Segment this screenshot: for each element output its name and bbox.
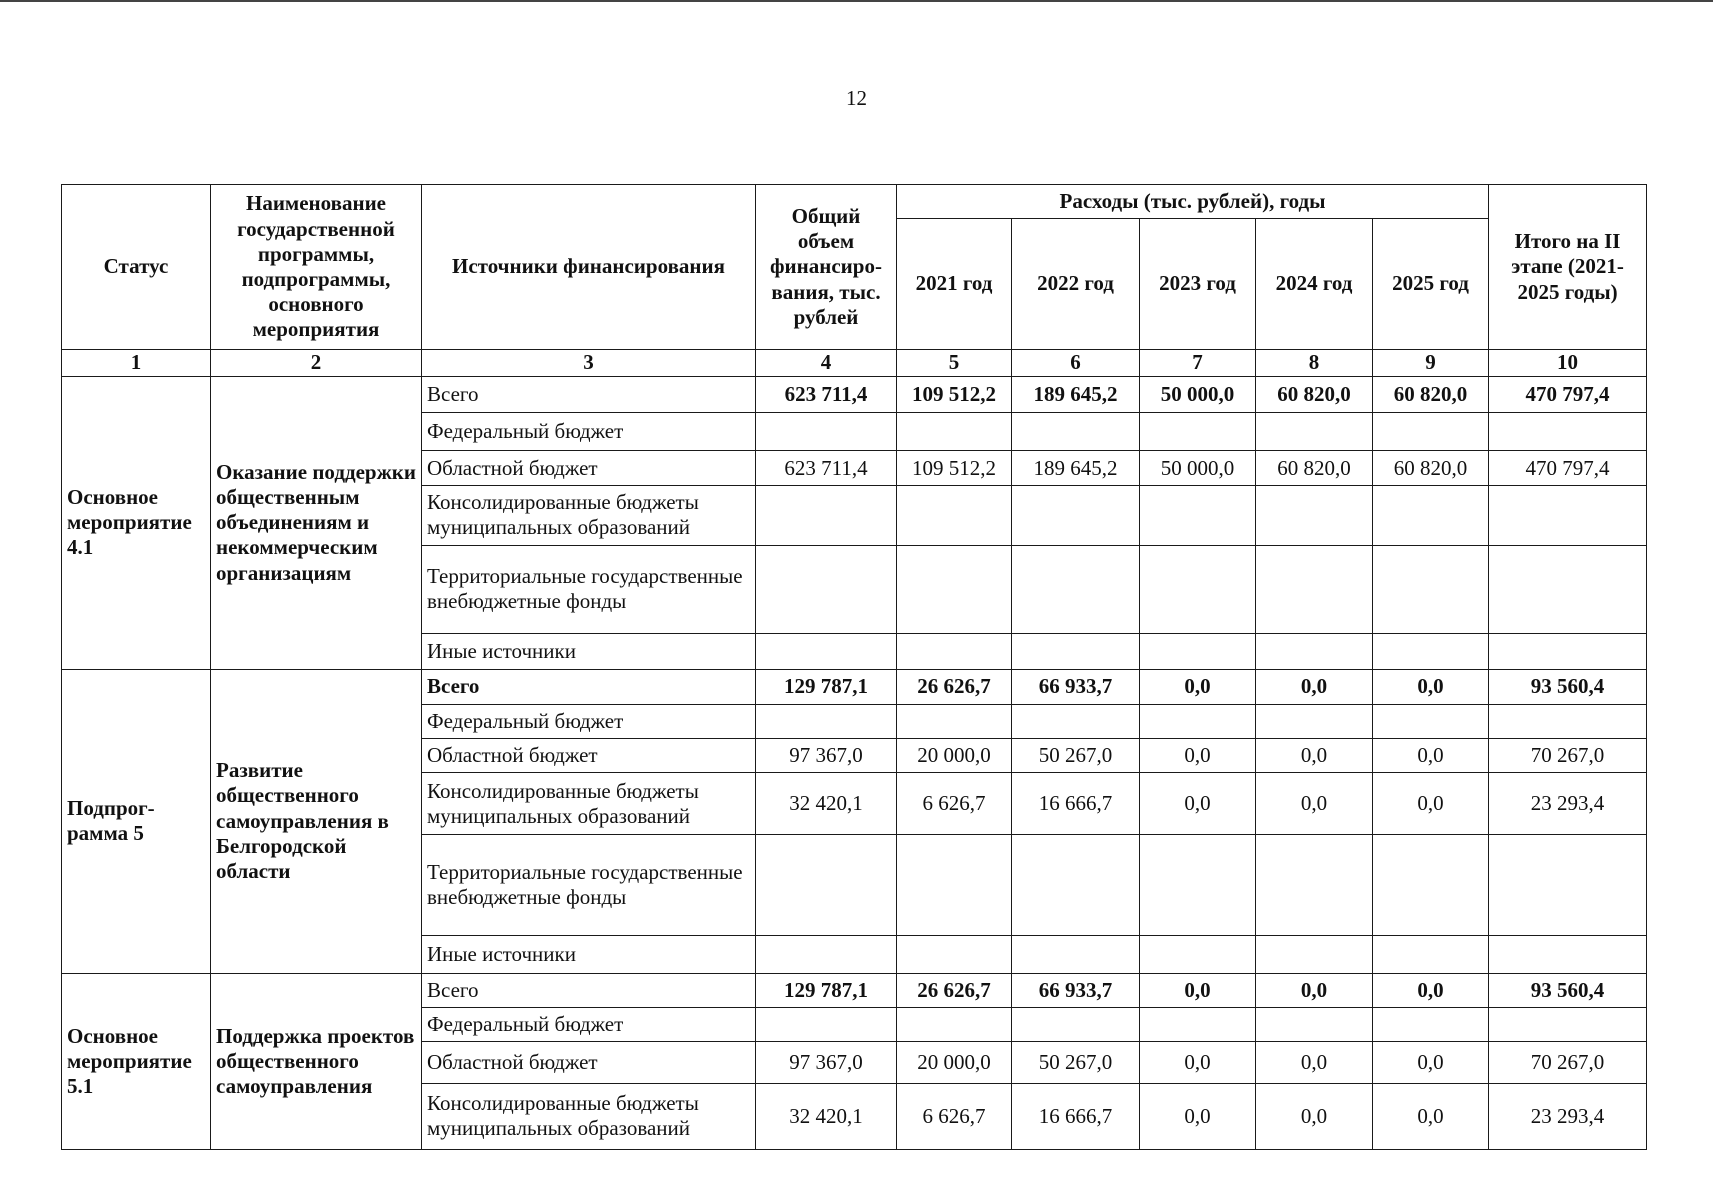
- year-2024-cell: 60 820,0: [1256, 451, 1373, 486]
- year-2022-cell: 16 666,7: [1012, 1083, 1140, 1149]
- program-name-cell: Поддержка проектов общественного самоуправления: [211, 973, 422, 1149]
- header-total-volume: Общий объем финансиро-вания, тыс. рублей: [756, 185, 897, 350]
- header-program-name: Наименование государственной программы, подпрограммы, основного мероприятия: [211, 185, 422, 350]
- header-year-2022: 2022 год: [1012, 219, 1140, 350]
- year-2021-cell: 6 626,7: [897, 1083, 1012, 1149]
- funding-source-cell: Областной бюджет: [422, 738, 756, 773]
- year-2022-cell: [1012, 486, 1140, 546]
- year-2021-cell: 26 626,7: [897, 669, 1012, 705]
- column-number: 8: [1256, 350, 1373, 377]
- year-2021-cell: 20 000,0: [897, 738, 1012, 773]
- year-2023-cell: 0,0: [1140, 669, 1256, 705]
- year-2024-cell: [1256, 835, 1373, 936]
- year-2025-cell: [1373, 545, 1489, 633]
- year-2021-cell: 109 512,2: [897, 451, 1012, 486]
- stage-total-cell: 70 267,0: [1489, 1041, 1647, 1083]
- stage-total-cell: 70 267,0: [1489, 738, 1647, 773]
- year-2024-cell: 0,0: [1256, 669, 1373, 705]
- header-status: Статус: [62, 185, 211, 350]
- column-number: 10: [1489, 350, 1647, 377]
- column-number-row: [62, 350, 1647, 377]
- year-2024-cell: [1256, 1008, 1373, 1042]
- year-2021-cell: 26 626,7: [897, 973, 1012, 1008]
- year-2024-cell: 0,0: [1256, 1041, 1373, 1083]
- year-2025-cell: [1373, 835, 1489, 936]
- year-2025-cell: 0,0: [1373, 1041, 1489, 1083]
- year-2021-cell: [897, 545, 1012, 633]
- year-2022-cell: 66 933,7: [1012, 973, 1140, 1008]
- year-2022-cell: 50 267,0: [1012, 738, 1140, 773]
- stage-total-cell: 93 560,4: [1489, 973, 1647, 1008]
- funding-source-cell: Всего: [422, 377, 756, 413]
- year-2022-cell: [1012, 705, 1140, 739]
- year-2022-cell: [1012, 412, 1140, 451]
- stage-total-cell: [1489, 935, 1647, 973]
- budget-table: [61, 184, 1647, 1150]
- column-number: 5: [897, 350, 1012, 377]
- year-2025-cell: [1373, 935, 1489, 973]
- status-cell: Основное мероприятие 4.1: [62, 377, 211, 670]
- year-2022-cell: [1012, 545, 1140, 633]
- stage-total-cell: [1489, 486, 1647, 546]
- year-2023-cell: 50 000,0: [1140, 451, 1256, 486]
- year-2025-cell: 60 820,0: [1373, 451, 1489, 486]
- year-2021-cell: [897, 835, 1012, 936]
- funding-source-cell: Областной бюджет: [422, 451, 756, 486]
- column-number: 7: [1140, 350, 1256, 377]
- header-years-group: Расходы (тыс. рублей), годы: [897, 185, 1489, 219]
- year-2022-cell: 189 645,2: [1012, 451, 1140, 486]
- header-funding-source: Источники финансирования: [422, 185, 756, 350]
- total-volume-cell: [756, 705, 897, 739]
- year-2024-cell: [1256, 633, 1373, 669]
- funding-source-cell: Всего: [422, 973, 756, 1008]
- year-2025-cell: [1373, 1008, 1489, 1042]
- year-2022-cell: [1012, 1008, 1140, 1042]
- funding-source-cell: Всего: [422, 669, 756, 705]
- year-2024-cell: [1256, 935, 1373, 973]
- funding-source-cell: Областной бюджет: [422, 1041, 756, 1083]
- column-number: 6: [1012, 350, 1140, 377]
- funding-source-cell: Иные источники: [422, 633, 756, 669]
- funding-source-cell: Консолидированные бюджеты муниципальных образований: [422, 773, 756, 835]
- total-volume-cell: 32 420,1: [756, 1083, 897, 1149]
- funding-source-cell: Консолидированные бюджеты муниципальных образований: [422, 486, 756, 546]
- year-2023-cell: [1140, 705, 1256, 739]
- stage-total-cell: 23 293,4: [1489, 1083, 1647, 1149]
- year-2025-cell: [1373, 633, 1489, 669]
- year-2024-cell: [1256, 705, 1373, 739]
- year-2022-cell: [1012, 835, 1140, 936]
- table-body: [62, 377, 1647, 1150]
- stage-total-cell: [1489, 412, 1647, 451]
- table-row: [62, 377, 1647, 413]
- year-2022-cell: 189 645,2: [1012, 377, 1140, 413]
- total-volume-cell: 97 367,0: [756, 1041, 897, 1083]
- year-2023-cell: [1140, 1008, 1256, 1042]
- year-2023-cell: 50 000,0: [1140, 377, 1256, 413]
- funding-source-cell: Иные источники: [422, 935, 756, 973]
- year-2023-cell: 0,0: [1140, 1041, 1256, 1083]
- table-row: [62, 669, 1647, 705]
- year-2022-cell: 16 666,7: [1012, 773, 1140, 835]
- year-2022-cell: [1012, 935, 1140, 973]
- stage-total-cell: [1489, 1008, 1647, 1042]
- total-volume-cell: [756, 935, 897, 973]
- total-volume-cell: [756, 412, 897, 451]
- stage-total-cell: 470 797,4: [1489, 451, 1647, 486]
- year-2025-cell: 0,0: [1373, 738, 1489, 773]
- header-stage-total: Итого на II этапе (2021-2025 годы): [1489, 185, 1647, 350]
- column-number: 2: [211, 350, 422, 377]
- year-2025-cell: [1373, 486, 1489, 546]
- column-number: 9: [1373, 350, 1489, 377]
- table-row: [62, 973, 1647, 1008]
- funding-source-cell: Федеральный бюджет: [422, 705, 756, 739]
- year-2022-cell: 66 933,7: [1012, 669, 1140, 705]
- year-2023-cell: [1140, 835, 1256, 936]
- funding-source-cell: Федеральный бюджет: [422, 412, 756, 451]
- year-2023-cell: [1140, 633, 1256, 669]
- column-number: 3: [422, 350, 756, 377]
- total-volume-cell: 97 367,0: [756, 738, 897, 773]
- top-border-line: [0, 0, 1713, 2]
- year-2021-cell: [897, 633, 1012, 669]
- total-volume-cell: 623 711,4: [756, 451, 897, 486]
- year-2024-cell: [1256, 412, 1373, 451]
- stage-total-cell: 23 293,4: [1489, 773, 1647, 835]
- total-volume-cell: 32 420,1: [756, 773, 897, 835]
- total-volume-cell: 129 787,1: [756, 669, 897, 705]
- year-2023-cell: [1140, 935, 1256, 973]
- year-2025-cell: [1373, 705, 1489, 739]
- status-cell: Основное мероприятие 5.1: [62, 973, 211, 1149]
- header-year-2024: 2024 год: [1256, 219, 1373, 350]
- year-2025-cell: 60 820,0: [1373, 377, 1489, 413]
- page-number: 12: [846, 86, 867, 110]
- stage-total-cell: 470 797,4: [1489, 377, 1647, 413]
- funding-source-cell: Территориальные государственные внебюджетные фонды: [422, 835, 756, 936]
- year-2023-cell: [1140, 486, 1256, 546]
- year-2022-cell: [1012, 633, 1140, 669]
- year-2024-cell: 60 820,0: [1256, 377, 1373, 413]
- funding-source-cell: Консолидированные бюджеты муниципальных образований: [422, 1083, 756, 1149]
- year-2025-cell: 0,0: [1373, 1083, 1489, 1149]
- column-number: 1: [62, 350, 211, 377]
- program-name-cell: Развитие общественного самоуправления в Белгородской области: [211, 669, 422, 973]
- funding-source-cell: Федеральный бюджет: [422, 1008, 756, 1042]
- year-2021-cell: [897, 486, 1012, 546]
- year-2023-cell: [1140, 412, 1256, 451]
- stage-total-cell: [1489, 633, 1647, 669]
- header-row-1: [62, 185, 1647, 219]
- year-2021-cell: [897, 935, 1012, 973]
- total-volume-cell: [756, 486, 897, 546]
- year-2021-cell: [897, 705, 1012, 739]
- total-volume-cell: 623 711,4: [756, 377, 897, 413]
- stage-total-cell: [1489, 835, 1647, 936]
- year-2023-cell: 0,0: [1140, 773, 1256, 835]
- total-volume-cell: [756, 633, 897, 669]
- program-name-cell: Оказание поддержки общественным объединениям и некоммерческим организациям: [211, 377, 422, 670]
- total-volume-cell: [756, 1008, 897, 1042]
- year-2022-cell: 50 267,0: [1012, 1041, 1140, 1083]
- status-cell: Подпрог-рамма 5: [62, 669, 211, 973]
- total-volume-cell: [756, 835, 897, 936]
- year-2024-cell: 0,0: [1256, 973, 1373, 1008]
- year-2024-cell: [1256, 545, 1373, 633]
- year-2021-cell: [897, 412, 1012, 451]
- header-year-2023: 2023 год: [1140, 219, 1256, 350]
- year-2025-cell: 0,0: [1373, 773, 1489, 835]
- year-2021-cell: 6 626,7: [897, 773, 1012, 835]
- stage-total-cell: 93 560,4: [1489, 669, 1647, 705]
- year-2023-cell: 0,0: [1140, 973, 1256, 1008]
- total-volume-cell: [756, 545, 897, 633]
- column-number: 4: [756, 350, 897, 377]
- stage-total-cell: [1489, 705, 1647, 739]
- year-2024-cell: 0,0: [1256, 738, 1373, 773]
- year-2024-cell: 0,0: [1256, 773, 1373, 835]
- year-2021-cell: 20 000,0: [897, 1041, 1012, 1083]
- year-2023-cell: 0,0: [1140, 738, 1256, 773]
- total-volume-cell: 129 787,1: [756, 973, 897, 1008]
- year-2025-cell: 0,0: [1373, 669, 1489, 705]
- header-year-2025: 2025 год: [1373, 219, 1489, 350]
- year-2025-cell: [1373, 412, 1489, 451]
- year-2024-cell: [1256, 486, 1373, 546]
- year-2024-cell: 0,0: [1256, 1083, 1373, 1149]
- funding-source-cell: Территориальные государственные внебюджетные фонды: [422, 545, 756, 633]
- year-2021-cell: [897, 1008, 1012, 1042]
- year-2023-cell: [1140, 545, 1256, 633]
- year-2023-cell: 0,0: [1140, 1083, 1256, 1149]
- year-2021-cell: 109 512,2: [897, 377, 1012, 413]
- stage-total-cell: [1489, 545, 1647, 633]
- header-year-2021: 2021 год: [897, 219, 1012, 350]
- year-2025-cell: 0,0: [1373, 973, 1489, 1008]
